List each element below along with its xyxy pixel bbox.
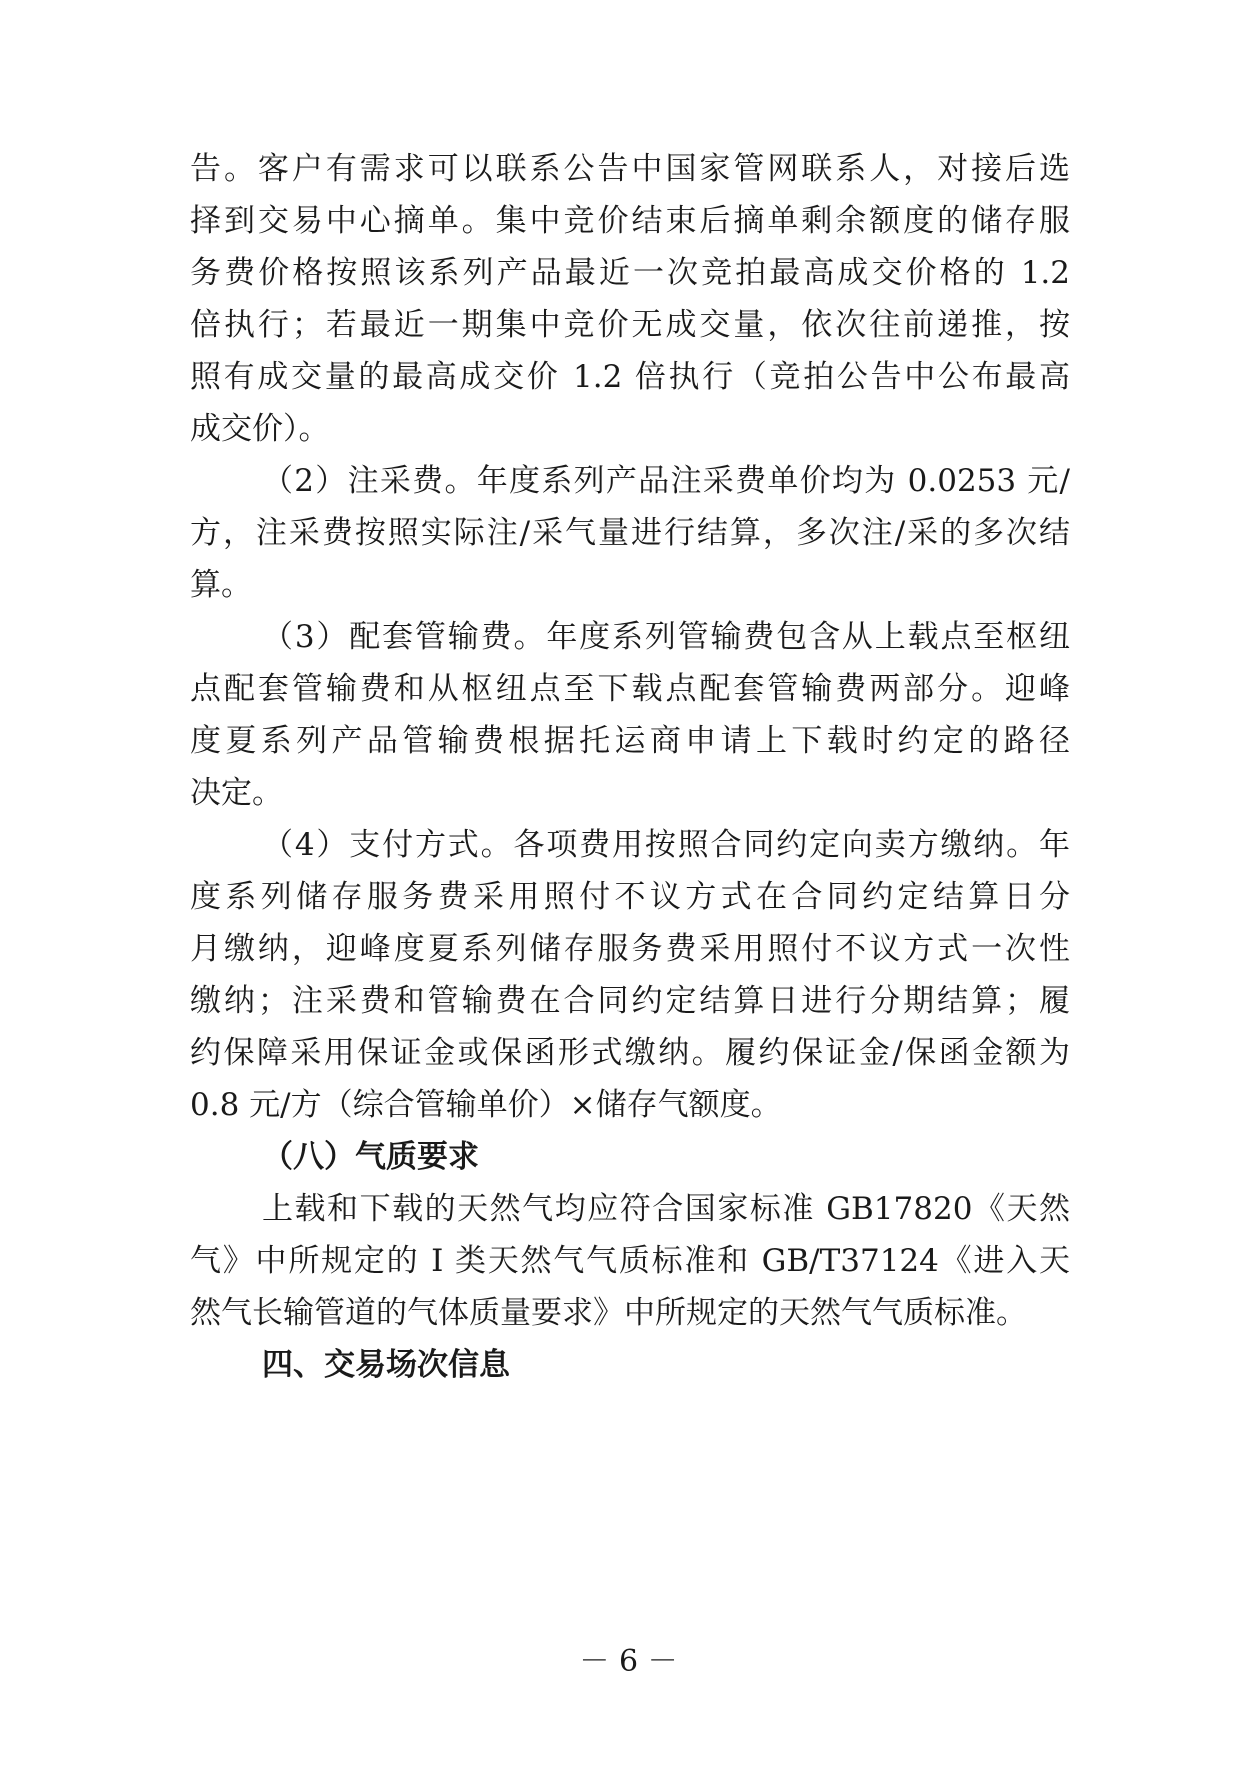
paragraph-line: 倍执行；若最近一期集中竞价无成交量，依次往前递推，按 [190,307,1070,343]
paragraph-line: 方，注采费按照实际注/采气量进行结算，多次注/采的多次结 [190,515,1070,551]
paragraph-line: （2）注采费。年度系列产品注采费单价均为 0.0253 元/ [262,463,1070,499]
paragraph-line: 照有成交量的最高成交价 1.2 倍执行（竞拍公告中公布最高 [190,359,1070,395]
paragraph-line: 度系列储存服务费采用照付不议方式在合同约定结算日分 [190,879,1070,915]
paragraph-line: 度夏系列产品管输费根据托运商申请上下载时约定的路径 [190,723,1070,759]
page-number: － 6 － [579,1644,678,1679]
paragraph-line: 务费价格按照该系列产品最近一次竞拍最高成交价格的 1.2 [190,255,1070,291]
paragraph-line: （3）配套管输费。年度系列管输费包含从上载点至枢纽 [262,619,1070,655]
section-heading: 四、交易场次信息 [262,1347,510,1383]
section-subheading: （八）气质要求 [262,1139,479,1175]
paragraph-line: 算。 [190,567,252,603]
paragraph-line: 约保障采用保证金或保函形式缴纳。履约保证金/保函金额为 [190,1035,1070,1071]
paragraph-line: （4）支付方式。各项费用按照合同约定向卖方缴纳。年 [262,827,1070,863]
paragraph-line: 择到交易中心摘单。集中竞价结束后摘单剩余额度的储存服 [190,203,1070,239]
paragraph-line: 月缴纳，迎峰度夏系列储存服务费采用照付不议方式一次性 [190,931,1070,967]
paragraph-line: 决定。 [190,775,283,811]
paragraph-line: 上载和下载的天然气均应符合国家标准 GB17820《天然 [262,1191,1070,1227]
paragraph-line: 点配套管输费和从枢纽点至下载点配套管输费两部分。迎峰 [190,671,1070,707]
paragraph-line: 0.8 元/方（综合管输单价）×储存气额度。 [190,1087,782,1123]
paragraph-line: 缴纳；注采费和管输费在合同约定结算日进行分期结算；履 [190,983,1070,1019]
paragraph-line: 气》中所规定的 I 类天然气气质标准和 GB/T37124《进入天 [190,1243,1070,1279]
paragraph-line: 成交价）。 [190,411,330,447]
paragraph-line: 告。客户有需求可以联系公告中国家管网联系人，对接后选 [190,151,1070,187]
paragraph-line: 然气长输管道的气体质量要求》中所规定的天然气气质标准。 [190,1295,1027,1331]
